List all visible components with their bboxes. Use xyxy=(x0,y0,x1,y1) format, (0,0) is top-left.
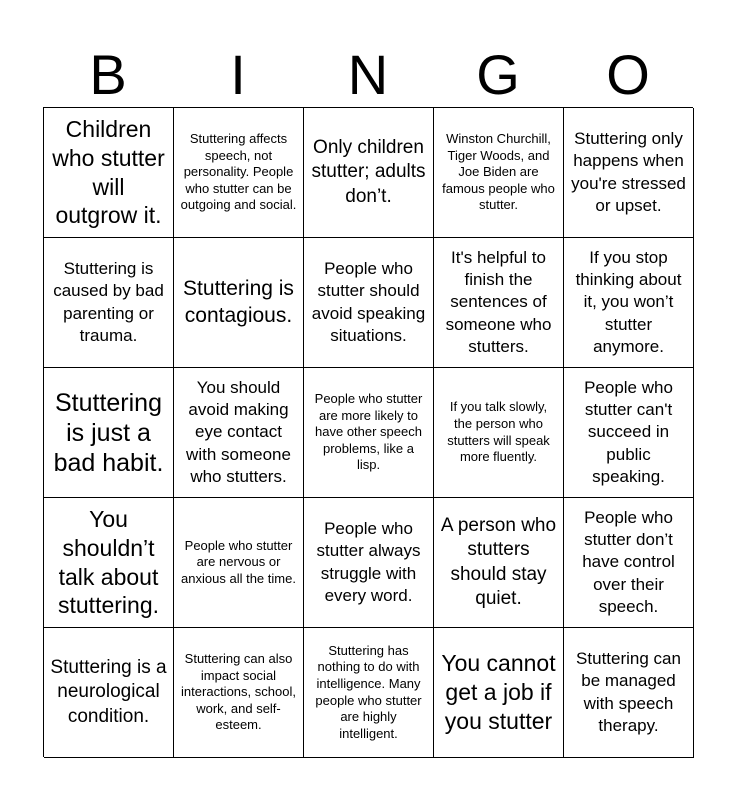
bingo-cell[interactable] xyxy=(434,628,564,758)
bingo-cell[interactable] xyxy=(434,368,564,498)
bingo-cell-text: If you talk slowly, the person who stutters will speak more fluently. xyxy=(447,399,550,465)
header-letter-b: B xyxy=(89,43,127,106)
bingo-cell[interactable] xyxy=(44,238,174,368)
bingo-cell-text: Stuttering is caused by bad parenting or trauma. xyxy=(53,259,164,345)
bingo-cell-text: Stuttering is just a bad habit. xyxy=(53,388,164,477)
bingo-cell[interactable] xyxy=(304,368,434,498)
bingo-cell-text: People who stutter always struggle with every word. xyxy=(316,519,421,605)
bingo-cell-text: It's helpful to finish the sentences of someone who stutters. xyxy=(445,248,552,356)
bingo-cell-text: People who stutter can't succeed in public speaking. xyxy=(584,378,673,486)
bingo-cell-text: You cannot get a job if you stutter xyxy=(441,650,556,734)
bingo-cell[interactable] xyxy=(174,368,304,498)
bingo-cell-text: Children who stutter will outgrow it. xyxy=(52,116,165,229)
bingo-cell[interactable] xyxy=(44,498,174,628)
bingo-cell-text: Only children stutter; adults don’t. xyxy=(311,137,426,207)
bingo-cell-text: A person who stutters should stay quiet. xyxy=(440,514,557,609)
bingo-header xyxy=(43,44,693,106)
bingo-cell[interactable] xyxy=(304,628,434,758)
bingo-cell[interactable] xyxy=(304,238,434,368)
bingo-cell-text: People who stutter don’t have control over their speech. xyxy=(582,508,675,616)
bingo-cell[interactable] xyxy=(434,498,564,628)
bingo-cell[interactable] xyxy=(44,368,174,498)
bingo-cell[interactable] xyxy=(44,628,174,758)
bingo-cell[interactable] xyxy=(564,628,694,758)
header-letter-i: I xyxy=(230,43,246,106)
bingo-cell-text: People who stutter are nervous or anxious all the time. xyxy=(181,537,296,586)
bingo-cell[interactable] xyxy=(174,498,304,628)
bingo-cell[interactable] xyxy=(434,238,564,368)
header-letter-g: G xyxy=(476,43,520,106)
bingo-cell-text: People who stutter are more likely to have other speech problems, like a lisp. xyxy=(314,390,423,473)
bingo-cell[interactable] xyxy=(564,108,694,238)
bingo-cell-text: If you stop thinking about it, you won’t stutter anymore. xyxy=(575,248,682,356)
bingo-cell[interactable] xyxy=(564,368,694,498)
bingo-cell-text: You should avoid making eye contact with someone who stutters. xyxy=(186,378,291,486)
bingo-cell[interactable] xyxy=(564,238,694,368)
bingo-cell[interactable] xyxy=(174,238,304,368)
bingo-cell-text: Stuttering is a neurological condition. xyxy=(50,657,167,727)
bingo-cell[interactable] xyxy=(434,108,564,238)
bingo-cell-text: Stuttering is contagious. xyxy=(183,276,294,327)
bingo-cell-text: Stuttering can also impact social interactions, school, work, and self-esteem. xyxy=(181,650,296,733)
bingo-cell[interactable] xyxy=(174,108,304,238)
bingo-cell[interactable] xyxy=(304,108,434,238)
bingo-cell-text: Winston Churchill, Tiger Woods, and Joe Biden are famous people who stutter. xyxy=(442,130,555,213)
bingo-cell-text: Stuttering can be managed with speech therapy. xyxy=(576,649,681,735)
bingo-board xyxy=(43,107,693,757)
bingo-cell-text: Stuttering only happens when you're stressed or upset. xyxy=(571,129,686,215)
bingo-cell-text: People who stutter should avoid speaking situations. xyxy=(311,259,426,345)
bingo-cell[interactable] xyxy=(304,498,434,628)
bingo-cell-text: You shouldn’t talk about stuttering. xyxy=(58,506,159,619)
bingo-cell-text: Stuttering has nothing to do with intelligence. Many people who stutter are highly intelligent. xyxy=(315,642,422,741)
bingo-cell[interactable] xyxy=(174,628,304,758)
header-letter-n: N xyxy=(347,43,389,106)
header-letter-o: O xyxy=(606,43,650,106)
bingo-cell[interactable] xyxy=(44,108,174,238)
bingo-cell-text: Stuttering affects speech, not personality. People who stutter can be outgoing and social. xyxy=(180,130,297,213)
bingo-cell[interactable] xyxy=(564,498,694,628)
